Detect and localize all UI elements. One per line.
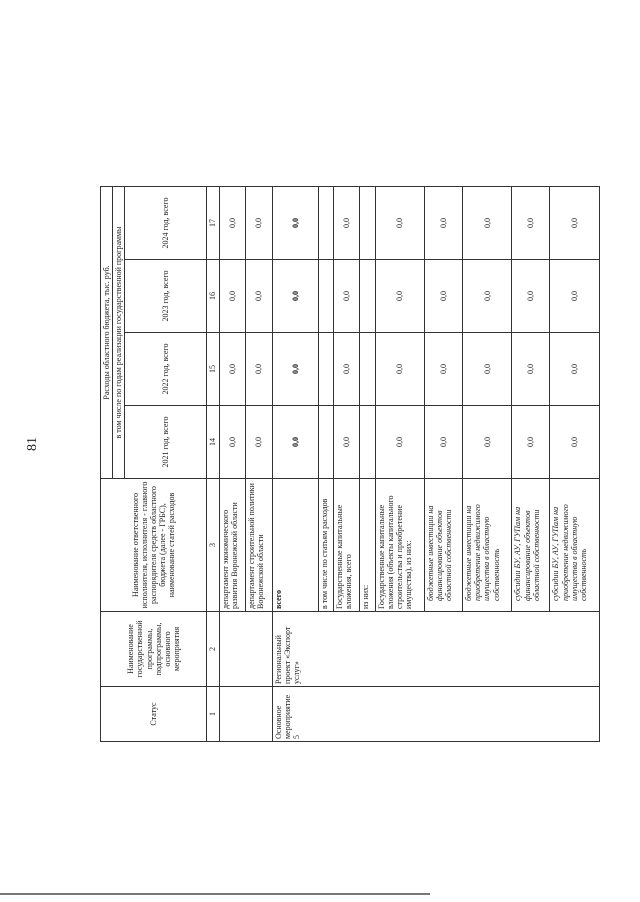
value-cell: 0,0 xyxy=(219,406,246,479)
row-label: субсидии БУ, АУ, ГУПам на приобретение недвижимого имущества в областную собственность xyxy=(550,479,600,612)
header-year: 2021 год, всего xyxy=(125,406,207,479)
column-number: 16 xyxy=(207,260,219,333)
header-by-year: в том числе по годам реализации государственной программы xyxy=(113,186,125,478)
row-label: из них: xyxy=(360,479,375,612)
page-number: 81 xyxy=(25,437,40,451)
status-cell xyxy=(219,687,272,742)
row-label: Государственные капитальные вложения, всего xyxy=(333,479,360,612)
name-cell xyxy=(219,612,272,687)
value-cell: 0,0 xyxy=(463,333,512,406)
row-label: Государственные капитальные вложения (объекты капитального строительства и приобретение имущества), из них: xyxy=(375,479,424,612)
name-cell: Региональный проект «Экспорт услуг» xyxy=(272,612,599,687)
value-cell xyxy=(318,186,333,259)
header-executor: Наименование ответственного исполнителя, исполнителя - главного распорядителя средств областного бюджета (далее - ГРБС), наименование статей расходов xyxy=(101,479,207,612)
value-cell: 0,0 xyxy=(512,333,550,406)
value-cell: 0,0 xyxy=(333,186,360,259)
header-name: Наименование государственной программы, подпрограммы, основного мероприятия xyxy=(101,612,207,687)
value-cell: 0,0 xyxy=(333,260,360,333)
value-cell: 0,0 xyxy=(550,406,600,479)
column-number-row xyxy=(207,186,219,741)
value-cell xyxy=(360,333,375,406)
value-cell xyxy=(318,260,333,333)
value-cell: 0,0 xyxy=(219,260,246,333)
value-cell: 0,0 xyxy=(375,186,424,259)
value-cell: 0,0 xyxy=(272,333,318,406)
value-cell: 0,0 xyxy=(246,333,273,406)
row-label: субсидии БУ, АУ, ГУПам на финансирование объектов областной собственности xyxy=(512,479,550,612)
value-cell: 0,0 xyxy=(463,186,512,259)
value-cell: 0,0 xyxy=(512,406,550,479)
row-label: в том числе по статьям расходов xyxy=(318,479,333,612)
value-cell: 0,0 xyxy=(550,260,600,333)
value-cell: 0,0 xyxy=(375,406,424,479)
header-year: 2023 год, всего xyxy=(125,260,207,333)
value-cell xyxy=(360,406,375,479)
value-cell: 0,0 xyxy=(425,406,463,479)
table-row xyxy=(272,186,318,741)
budget-table xyxy=(100,186,600,742)
value-cell: 0,0 xyxy=(246,260,273,333)
value-cell: 0,0 xyxy=(463,406,512,479)
column-number: 1 xyxy=(207,687,219,742)
value-cell xyxy=(360,186,375,259)
row-label: бюджетные инвестиции на приобретение недвижимого имущества в областную собственность xyxy=(463,479,512,612)
header-year: 2024 год, всего xyxy=(125,186,207,259)
column-number: 14 xyxy=(207,406,219,479)
value-cell: 0,0 xyxy=(272,260,318,333)
value-cell: 0,0 xyxy=(219,186,246,259)
value-cell xyxy=(360,260,375,333)
value-cell: 0,0 xyxy=(425,333,463,406)
value-cell: 0,0 xyxy=(550,333,600,406)
column-number: 3 xyxy=(207,479,219,612)
header-status: Статус xyxy=(101,687,207,742)
value-cell: 0,0 xyxy=(272,186,318,259)
value-cell: 0,0 xyxy=(333,406,360,479)
value-cell: 0,0 xyxy=(463,260,512,333)
column-number: 15 xyxy=(207,333,219,406)
value-cell: 0,0 xyxy=(512,260,550,333)
value-cell: 0,0 xyxy=(550,186,600,259)
value-cell: 0,0 xyxy=(425,260,463,333)
value-cell: 0,0 xyxy=(375,333,424,406)
scan-edge-line xyxy=(0,893,430,895)
column-number: 2 xyxy=(207,612,219,687)
value-cell: 0,0 xyxy=(272,406,318,479)
value-cell: 0,0 xyxy=(246,186,273,259)
rotated-table-wrapper xyxy=(100,187,600,742)
row-label: всего xyxy=(272,479,318,612)
value-cell: 0,0 xyxy=(246,406,273,479)
table-row xyxy=(219,186,246,741)
row-label: департамент экономического развития Воронежской области xyxy=(219,479,246,612)
value-cell: 0,0 xyxy=(333,333,360,406)
header-expenses: Расходы областного бюджета, тыс. руб. xyxy=(101,186,113,478)
value-cell xyxy=(318,406,333,479)
value-cell: 0,0 xyxy=(425,186,463,259)
value-cell: 0,0 xyxy=(375,260,424,333)
header-year: 2022 год, всего xyxy=(125,333,207,406)
value-cell: 0,0 xyxy=(219,333,246,406)
value-cell xyxy=(318,333,333,406)
value-cell: 0,0 xyxy=(512,186,550,259)
status-cell: Основное мероприятие 5 xyxy=(272,687,599,742)
column-number: 17 xyxy=(207,186,219,259)
row-label: департамент строительной политики Воронежской области xyxy=(246,479,273,612)
row-label: бюджетные инвестиции на финансирование объектов областной собственности xyxy=(425,479,463,612)
